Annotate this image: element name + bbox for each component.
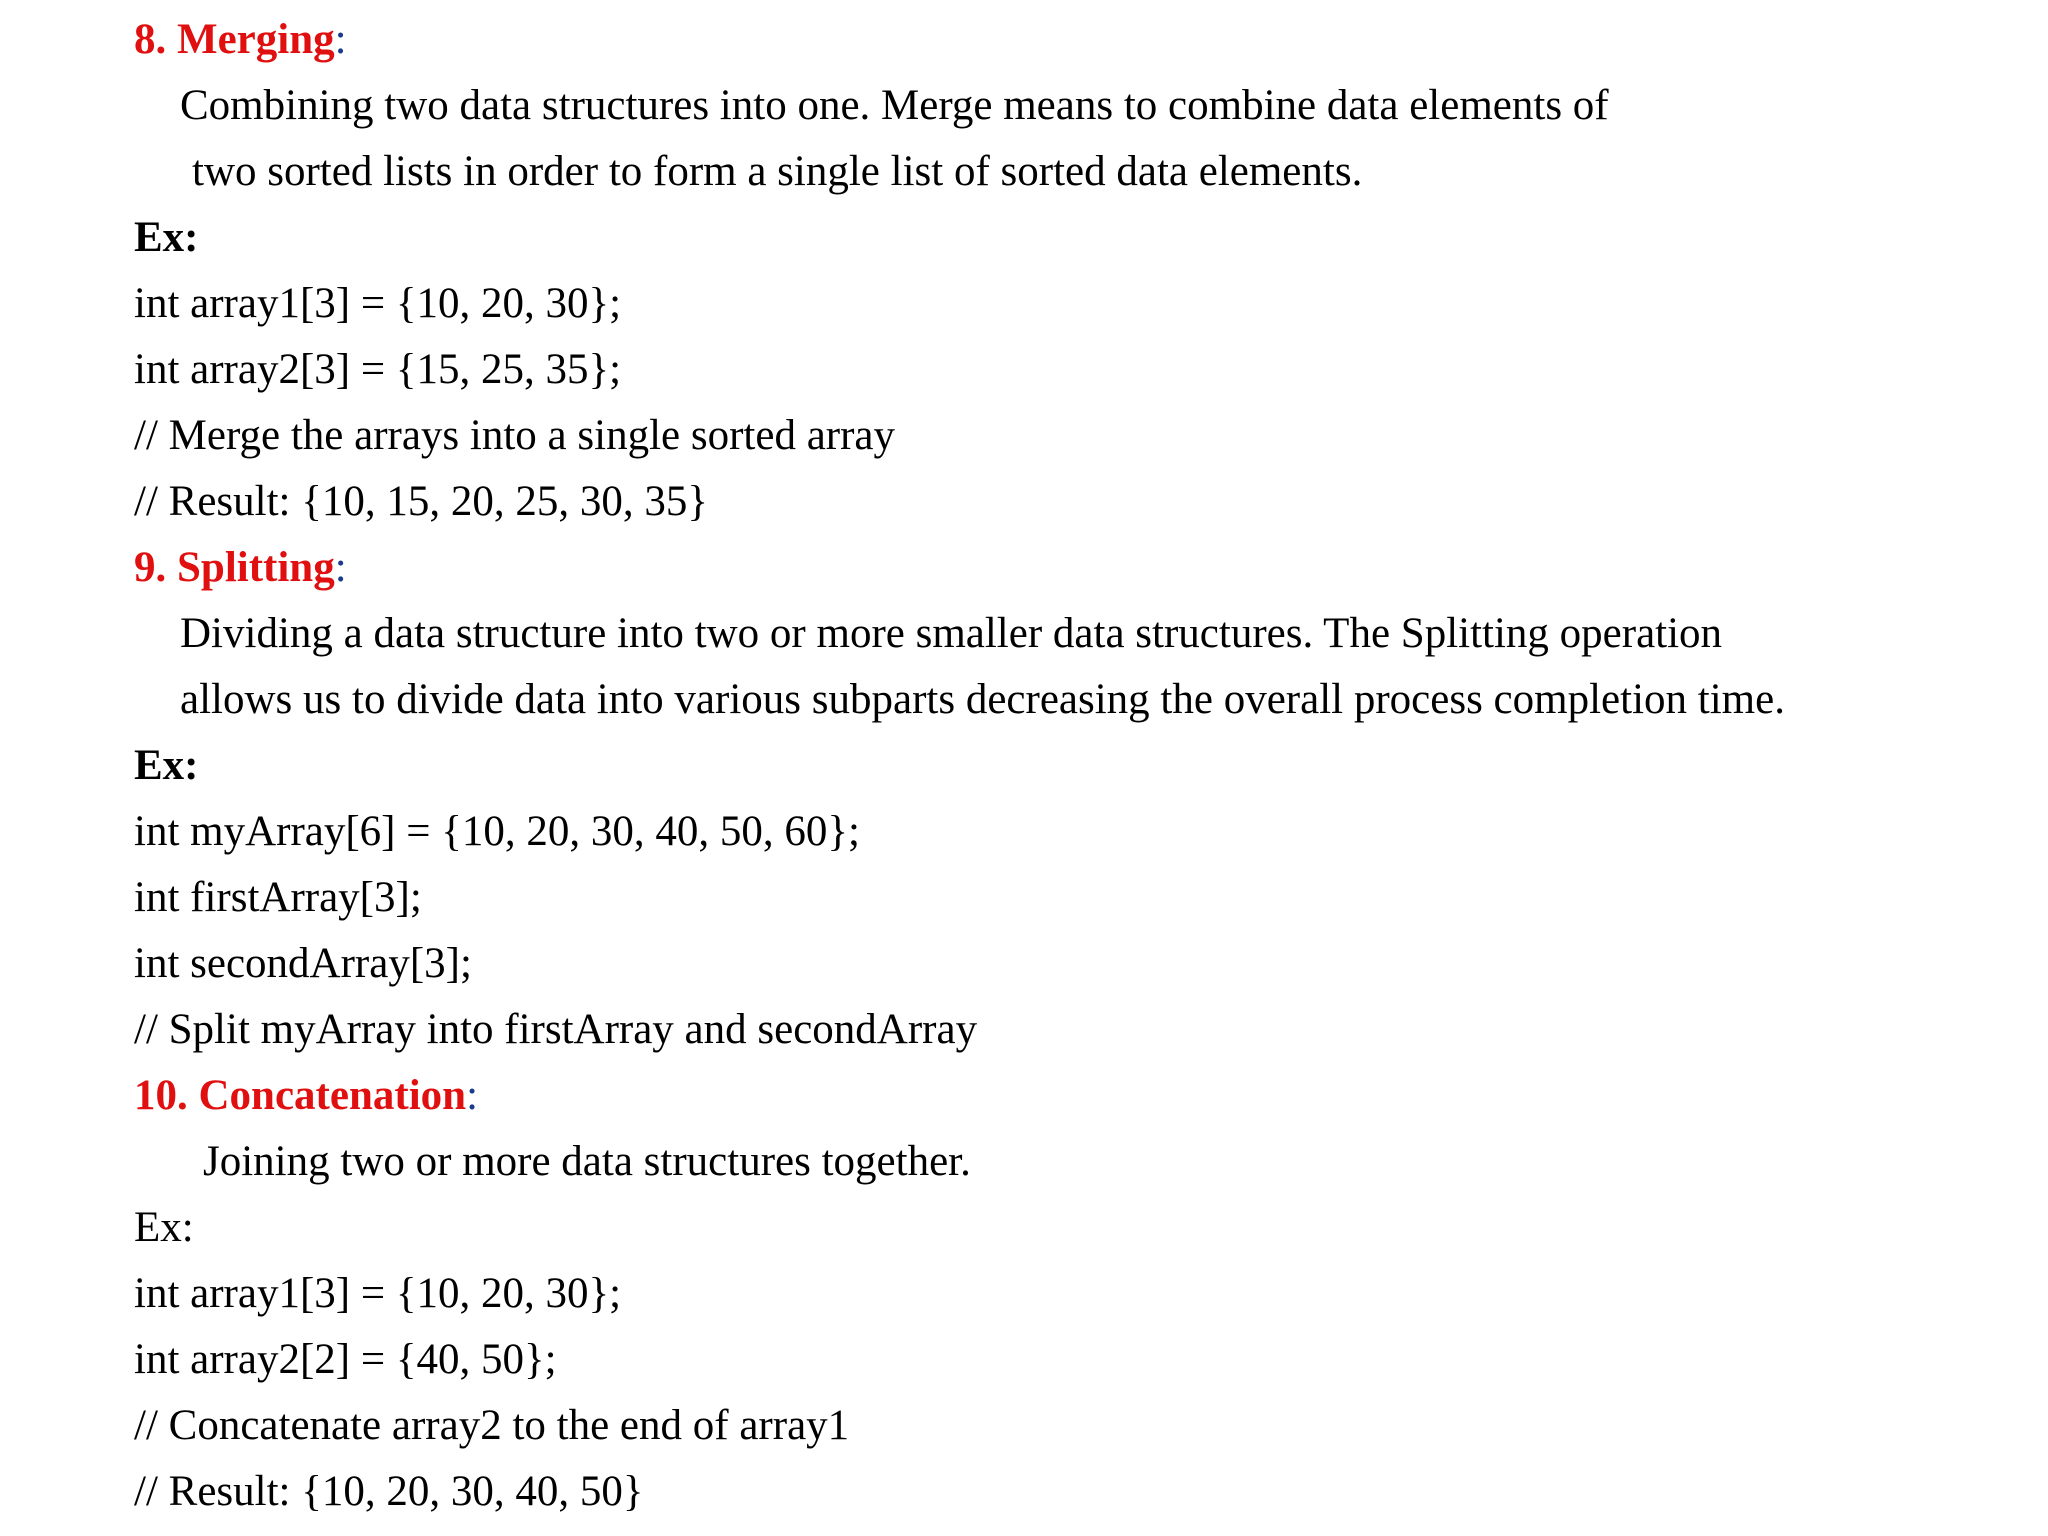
splitting-heading: [134, 540, 347, 596]
merging-heading-number: 8.: [134, 16, 167, 63]
merging-heading-colon: :: [334, 16, 347, 63]
splitting-code-line-1: int myArray[6] = {10, 20, 30, 40, 50, 60};: [134, 808, 860, 855]
concatenation-code-line-3: // Concatenate array2 to the end of array1: [134, 1402, 850, 1449]
splitting-heading-title: Splitting: [177, 544, 335, 591]
merging-description-line-1: Combining two data structures into one. Merge means to combine data elements of: [180, 82, 1609, 129]
splitting-code-line-3: int secondArray[3];: [134, 940, 472, 987]
splitting-description-line-2: allows us to divide data into various subparts decreasing the overall process completion time.: [180, 676, 1785, 723]
merging-code-line-3: // Merge the arrays into a single sorted array: [134, 412, 896, 459]
splitting-code-line-4: // Split myArray into firstArray and secondArray: [134, 1006, 978, 1053]
concatenation-code-line-1: int array1[3] = {10, 20, 30};: [134, 1270, 622, 1317]
concatenation-code-line-4: // Result: {10, 20, 30, 40, 50}: [134, 1468, 644, 1515]
merging-code-line-2: int array2[3] = {15, 25, 35};: [134, 346, 622, 393]
merging-example-label: Ex:: [134, 214, 199, 261]
splitting-code-line-2: int firstArray[3];: [134, 874, 422, 921]
concatenation-heading-number: 10.: [134, 1072, 188, 1119]
merging-heading: [134, 12, 347, 68]
merging-description-line-2: two sorted lists in order to form a single list of sorted data elements.: [192, 148, 1363, 195]
merging-heading-title: Merging: [177, 16, 335, 63]
concatenation-example-label: Ex:: [134, 1204, 194, 1251]
concatenation-heading-title: Concatenation: [198, 1072, 467, 1119]
concatenation-heading-colon: :: [466, 1072, 479, 1119]
splitting-heading-colon: :: [334, 544, 347, 591]
splitting-example-label: Ex:: [134, 742, 199, 789]
concatenation-heading: [134, 1068, 478, 1124]
splitting-description-line-1: Dividing a data structure into two or more smaller data structures. The Splitting operation: [180, 610, 1723, 657]
splitting-heading-number: 9.: [134, 544, 167, 591]
merging-code-line-1: int array1[3] = {10, 20, 30};: [134, 280, 622, 327]
concatenation-description-line-1: Joining two or more data structures together.: [203, 1138, 971, 1185]
concatenation-code-line-2: int array2[2] = {40, 50};: [134, 1336, 557, 1383]
merging-code-line-4: // Result: {10, 15, 20, 25, 30, 35}: [134, 478, 709, 525]
